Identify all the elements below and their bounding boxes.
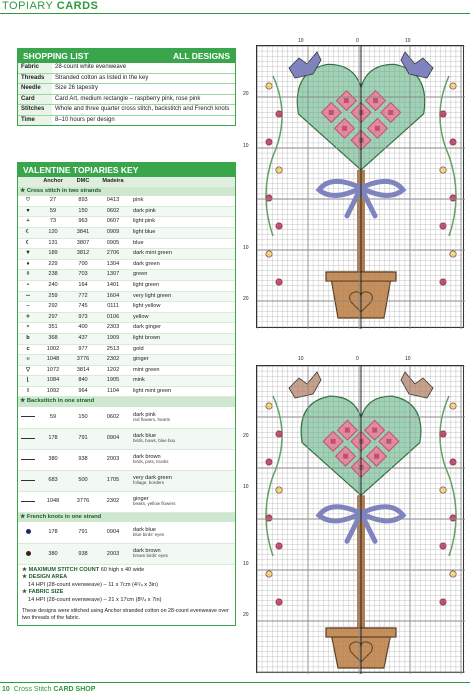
stitch-symbol: b: [18, 333, 38, 344]
backstitch-line-icon: [18, 449, 38, 470]
key-row: [18, 522, 235, 543]
rose-center: [386, 439, 391, 444]
key-row: [18, 206, 235, 217]
chart-bottom: [256, 365, 464, 673]
small-flower: [266, 459, 272, 465]
dmc-code: 400: [68, 323, 98, 334]
anchor-code: 1084: [38, 376, 68, 387]
thread-name: pink: [128, 196, 235, 206]
key-row: [18, 270, 235, 281]
thread-name: mink: [128, 376, 235, 387]
madeira-code: 1705: [98, 470, 128, 491]
shopping-row: [18, 63, 235, 73]
chart-bottom-side-label: 20: [243, 612, 249, 618]
col-madeira: Madeira: [98, 177, 128, 187]
stitch-symbol: ♡: [18, 196, 38, 206]
small-flower: [276, 111, 282, 117]
thread-name: dark mint green: [128, 249, 235, 260]
madeira-code: 1304: [98, 259, 128, 270]
vine: [440, 396, 456, 556]
chart-bottom-label-left: 10: [298, 356, 304, 362]
thread-name: light brown: [128, 333, 235, 344]
bird: [401, 372, 433, 398]
thread-name: mint green: [128, 365, 235, 376]
thread-name: dark blue blue birds' eyes: [128, 522, 235, 543]
french-knot-dot-icon: [18, 522, 38, 543]
shopping-key: Card: [18, 94, 52, 105]
section-cross: ★ Cross stitch in two strands: [18, 187, 235, 197]
dmc-code: 150: [68, 206, 98, 217]
anchor-code: 178: [38, 428, 68, 449]
madeira-code: 1202: [98, 365, 128, 376]
key-row: [18, 333, 235, 344]
page-footer: [0, 682, 470, 699]
key-row: [18, 312, 235, 323]
thread-name: light yellow: [128, 302, 235, 313]
shopping-key: Needle: [18, 84, 52, 95]
stitch-symbol: +: [18, 217, 38, 228]
shopping-list-panel: [17, 48, 236, 126]
footer-text: 10 Cross Stitch CARD SHOP: [2, 686, 96, 693]
stitch-symbol: ✧: [18, 312, 38, 323]
footer-rule: [0, 682, 470, 683]
max-stitch-count: ★ MAXIMUM STITCH COUNT 60 high x 40 wide: [22, 566, 145, 573]
anchor-code: 178: [38, 522, 68, 543]
shopping-key: Stitches: [18, 105, 52, 116]
chart-top-label-right: 10: [405, 38, 411, 44]
madeira-code: 0106: [98, 312, 128, 323]
key-row: [18, 196, 235, 206]
anchor-code: 380: [38, 543, 68, 564]
anchor-code: 380: [38, 449, 68, 470]
rose-center: [388, 110, 393, 115]
stitch-symbol: ⌊: [18, 376, 38, 387]
rose-center: [374, 454, 379, 459]
rose-center: [372, 428, 377, 433]
stitch-symbol: I: [18, 386, 38, 397]
key-row: [18, 291, 235, 302]
thread-name: light green: [128, 280, 235, 291]
shopping-key: Threads: [18, 73, 52, 84]
thread-name: dark brown birds, pots, trunks: [128, 449, 235, 470]
madeira-code: 2706: [98, 249, 128, 260]
shopping-list-title: SHOPPING LIST: [23, 51, 89, 61]
anchor-code: 1048: [38, 355, 68, 366]
madeira-code: 0607: [98, 217, 128, 228]
dmc-code: 700: [68, 259, 98, 270]
design-area-label: ★ DESIGN AREA: [22, 574, 68, 581]
vine: [266, 76, 282, 236]
anchor-code: 297: [38, 312, 68, 323]
col-name: [128, 177, 235, 187]
dmc-code: 3807: [68, 238, 98, 249]
anchor-code: 27: [38, 196, 68, 206]
backstitch-line-icon: [18, 491, 38, 512]
madeira-code: 1905: [98, 376, 128, 387]
small-flower: [276, 279, 282, 285]
key-row: [18, 280, 235, 291]
anchor-code: 683: [38, 470, 68, 491]
dmc-code: 791: [68, 522, 98, 543]
backstitch-line-icon: [18, 407, 38, 428]
madeira-code: 0602: [98, 206, 128, 217]
stitch-symbol: •: [18, 280, 38, 291]
thread-name: green: [128, 270, 235, 281]
rose-center: [345, 428, 350, 433]
small-flower: [276, 167, 282, 173]
anchor-code: 1002: [38, 344, 68, 355]
key-section: [18, 187, 235, 197]
thread-name: dark pink: [128, 206, 235, 217]
key-row: [18, 428, 235, 449]
chart-top-grid: [257, 46, 465, 329]
anchor-code: 73: [38, 217, 68, 228]
dmc-code: 938: [68, 449, 98, 470]
dmc-code: 791: [68, 428, 98, 449]
dmc-code: 840: [68, 376, 98, 387]
dmc-code: 3776: [68, 491, 98, 512]
thread-name: light mint green: [128, 386, 235, 397]
madeira-code: 2513: [98, 344, 128, 355]
col-symbol: [18, 177, 38, 187]
small-flower: [440, 167, 446, 173]
key-row: [18, 217, 235, 228]
thread-name: blue: [128, 238, 235, 249]
thread-name: dark green: [128, 259, 235, 270]
shopping-key: Time: [18, 115, 52, 125]
key-note: These designs were stitched using Anchor stranded cotton on 28-count evenweave over two threads of the fabric.: [22, 608, 229, 622]
stitch-symbol: ◓: [18, 323, 38, 334]
anchor-code: 1092: [38, 386, 68, 397]
anchor-code: 1048: [38, 491, 68, 512]
stitch-symbol: –: [18, 302, 38, 313]
dmc-code: 977: [68, 344, 98, 355]
backstitch-line-icon: [18, 470, 38, 491]
shopping-list-table: [18, 63, 235, 125]
madeira-code: 1104: [98, 386, 128, 397]
thread-name: gold: [128, 344, 235, 355]
madeira-code: 0909: [98, 227, 128, 238]
anchor-code: 131: [38, 238, 68, 249]
dmc-code: 938: [68, 543, 98, 564]
madeira-code: 2303: [98, 323, 128, 334]
col-anchor: Anchor: [38, 177, 68, 187]
section-french-knots: ★ French knots in one strand: [18, 512, 235, 522]
shopping-row: [18, 105, 235, 116]
shopping-list-header: [18, 49, 235, 63]
shopping-row: [18, 73, 235, 84]
small-flower: [440, 431, 446, 437]
french-knot-dot-icon: [18, 543, 38, 564]
shopping-list-subtitle: ALL DESIGNS: [173, 51, 230, 61]
anchor-code: 229: [38, 259, 68, 270]
rose-center: [342, 126, 347, 131]
anchor-code: 240: [38, 280, 68, 291]
anchor-code: 1072: [38, 365, 68, 376]
small-flower: [440, 111, 446, 117]
key-panel: [17, 162, 236, 626]
key-title: VALENTINE TOPIARIES KEY: [18, 163, 235, 177]
key-row: [18, 407, 235, 428]
chart-bottom-side-label: 10: [243, 561, 249, 567]
small-flower: [440, 223, 446, 229]
dmc-code: 437: [68, 333, 98, 344]
chart-top-label-center: 0: [356, 38, 359, 44]
key-row: [18, 355, 235, 366]
small-flower: [276, 487, 282, 493]
anchor-code: 59: [38, 206, 68, 217]
key-section: [18, 512, 235, 522]
small-flower: [266, 515, 272, 521]
dmc-code: 963: [68, 217, 98, 228]
page-header: [0, 0, 470, 14]
stitch-symbol: ▼: [18, 249, 38, 260]
shopping-value: Stranded cotton as listed in the key: [55, 74, 149, 81]
key-row: [18, 259, 235, 270]
madeira-code: 0602: [98, 407, 128, 428]
stitch-symbol: ♥: [18, 206, 38, 217]
chart-top-side-label: 20: [243, 91, 249, 97]
anchor-code: 59: [38, 407, 68, 428]
section-backstitch: ★ Backstitch in one strand: [18, 397, 235, 407]
small-flower: [266, 195, 272, 201]
thread-name: very light green: [128, 291, 235, 302]
vine: [440, 76, 456, 236]
small-flower: [276, 543, 282, 549]
dmc-code: 973: [68, 312, 98, 323]
anchor-code: 351: [38, 323, 68, 334]
dmc-code: 703: [68, 270, 98, 281]
madeira-code: 1909: [98, 333, 128, 344]
key-row: [18, 238, 235, 249]
thread-name: light blue: [128, 227, 235, 238]
small-flower: [266, 571, 272, 577]
madeira-code: 1401: [98, 280, 128, 291]
dmc-code: 772: [68, 291, 98, 302]
anchor-code: 292: [38, 302, 68, 313]
dmc-code: 500: [68, 470, 98, 491]
shopping-row: [18, 84, 235, 95]
chart-top-side-label: 10: [243, 245, 249, 251]
madeira-code: 1604: [98, 291, 128, 302]
small-flower: [440, 543, 446, 549]
key-row: [18, 376, 235, 387]
thread-name: ginger: [128, 355, 235, 366]
small-flower: [440, 279, 446, 285]
col-dmc: DMC: [68, 177, 98, 187]
key-row: [18, 227, 235, 238]
shopping-value: 8–10 hours per design: [55, 116, 115, 123]
dmc-code: 964: [68, 386, 98, 397]
key-row: [18, 302, 235, 313]
key-row: [18, 344, 235, 355]
anchor-code: 238: [38, 270, 68, 281]
fabric-size-value: 14 HPI (28-count evenweave) – 21 x 17cm (8³/₄ x 7in): [28, 596, 162, 603]
chart-bottom-label-center: 0: [356, 356, 359, 362]
thread-name: dark pink red flowers, hearts: [128, 407, 235, 428]
bird: [289, 372, 321, 398]
fabric-size-label: ★ FABRIC SIZE: [22, 589, 64, 596]
rose-center: [344, 98, 349, 103]
small-flower: [266, 403, 272, 409]
chart-top: [256, 45, 464, 328]
key-table: [18, 177, 235, 565]
shopping-value: Whole and three quarter cross stitch, backstitch and French knots: [55, 106, 230, 112]
key-row: [18, 386, 235, 397]
madeira-code: 1307: [98, 270, 128, 281]
small-flower: [276, 599, 282, 605]
key-row: [18, 365, 235, 376]
key-row: [18, 449, 235, 470]
small-flower: [266, 139, 272, 145]
dmc-code: 3812: [68, 249, 98, 260]
chart-top-side-label: 20: [243, 296, 249, 302]
madeira-code: 2003: [98, 543, 128, 564]
stitch-symbol: c: [18, 344, 38, 355]
small-flower: [276, 431, 282, 437]
stitch-symbol: ℮: [18, 355, 38, 366]
chart-bottom-label-right: 10: [405, 356, 411, 362]
anchor-code: 259: [38, 291, 68, 302]
header-rule: [0, 13, 470, 14]
key-row: [18, 249, 235, 260]
anchor-code: 368: [38, 333, 68, 344]
key-row: [18, 543, 235, 564]
dmc-code: 893: [68, 196, 98, 206]
stitch-symbol: ◊: [18, 270, 38, 281]
madeira-code: 0111: [98, 302, 128, 313]
shopping-key: Fabric: [18, 63, 52, 73]
chart-bottom-side-label: 10: [243, 484, 249, 490]
small-flower: [440, 599, 446, 605]
backstitch-line-icon: [18, 428, 38, 449]
madeira-code: 0904: [98, 428, 128, 449]
rose-center: [375, 126, 380, 131]
thread-name: ginger beaks, yellow flowers: [128, 491, 235, 512]
shopping-row: [18, 115, 235, 125]
chart-top-side-label: 10: [243, 143, 249, 149]
madeira-code: 2003: [98, 449, 128, 470]
stitch-symbol: ☾: [18, 238, 38, 249]
dmc-code: 3776: [68, 355, 98, 366]
stitch-symbol: ♦: [18, 259, 38, 270]
thread-name: dark blue birds, bows, blue box: [128, 428, 235, 449]
thread-name: very dark green foliage, borders: [128, 470, 235, 491]
thread-name: dark brown brown birds' eyes: [128, 543, 235, 564]
small-flower: [266, 251, 272, 257]
dmc-code: 3841: [68, 227, 98, 238]
shopping-value: Card Art, medium rectangle – raspberry pink, rose pink: [55, 95, 201, 102]
rose-center: [329, 110, 334, 115]
anchor-code: 189: [38, 249, 68, 260]
rose-center: [331, 439, 336, 444]
key-section: [18, 397, 235, 407]
chart-bottom-side-label: 20: [243, 433, 249, 439]
chart-bottom-grid: [257, 366, 465, 674]
design-area-value: 14 HPI (28-count evenweave) – 11 x 7cm (4¹/₄ x 3in): [28, 581, 158, 588]
shopping-row: [18, 94, 235, 105]
shopping-value: Size 26 tapestry: [55, 85, 99, 91]
key-row: [18, 470, 235, 491]
chart-top-label-left: 10: [298, 38, 304, 44]
key-row: [18, 323, 235, 334]
small-flower: [276, 223, 282, 229]
page-title: TOPIARY CARDS: [2, 0, 99, 12]
key-header-row: [18, 177, 235, 187]
madeira-code: 2302: [98, 491, 128, 512]
key-row: [18, 491, 235, 512]
stitch-symbol: ▽: [18, 365, 38, 376]
rose-center: [373, 98, 378, 103]
dmc-code: 3814: [68, 365, 98, 376]
stitch-symbol: ☾: [18, 227, 38, 238]
madeira-code: 2302: [98, 355, 128, 366]
madeira-code: 0905: [98, 238, 128, 249]
thread-name: light pink: [128, 217, 235, 228]
madeira-code: 0413: [98, 196, 128, 206]
stitch-symbol: ∽: [18, 291, 38, 302]
vine: [266, 396, 282, 556]
anchor-code: 120: [38, 227, 68, 238]
small-flower: [440, 487, 446, 493]
dmc-code: 150: [68, 407, 98, 428]
thread-name: dark ginger: [128, 323, 235, 334]
small-flower: [266, 83, 272, 89]
shopping-value: 28-count white evenweave: [55, 64, 127, 70]
dmc-code: 745: [68, 302, 98, 313]
madeira-code: 0904: [98, 522, 128, 543]
thread-name: yellow: [128, 312, 235, 323]
key-footer: [18, 565, 235, 607]
dmc-code: 164: [68, 280, 98, 291]
